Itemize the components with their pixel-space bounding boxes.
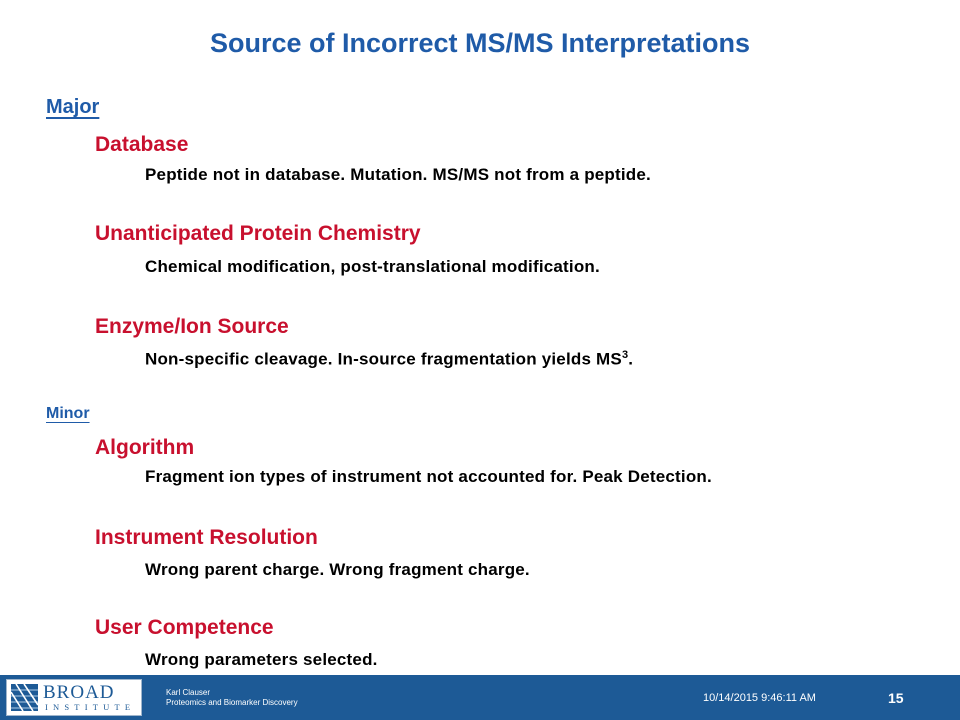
heading-protein-chemistry: Unanticipated Protein Chemistry: [95, 222, 421, 245]
detail-enzyme-text: Non-specific cleavage. In-source fragmentation yields MS: [145, 349, 622, 369]
broad-institute-logo: [6, 679, 142, 716]
heading-instrument-resolution: Instrument Resolution: [95, 526, 318, 549]
page-number: 15: [888, 690, 904, 706]
author-name: Karl Clauser: [166, 688, 211, 697]
logo-subtitle: INSTITUTE: [45, 702, 136, 712]
slide-datetime: 10/14/2015 9:46:11 AM: [703, 692, 816, 704]
slide-title: Source of Incorrect MS/MS Interpretations: [209, 28, 751, 58]
section-major-link[interactable]: Major: [46, 96, 100, 118]
detail-enzyme-ion-source: [145, 349, 633, 370]
heading-database: Database: [95, 133, 189, 156]
superscript-3: 3: [621, 349, 629, 361]
detail-protein-chemistry: Chemical modification, post-translational modification.: [145, 257, 600, 276]
detail-enzyme-period: .: [628, 349, 634, 369]
detail-user-competence: Wrong parameters selected.: [145, 650, 378, 669]
detail-algorithm: Fragment ion types of instrument not accounted for. Peak Detection.: [145, 467, 712, 486]
logo-wordmark: BROAD: [43, 682, 115, 703]
detail-database: Peptide not in database. Mutation. MS/MS not from a peptide.: [145, 165, 651, 184]
heading-enzyme-ion-source: Enzyme/Ion Source: [95, 315, 289, 338]
author-info: [166, 688, 298, 708]
broad-mark-icon: [11, 684, 38, 711]
heading-algorithm: Algorithm: [95, 436, 195, 459]
footer-bar: [0, 675, 960, 720]
section-minor-link[interactable]: Minor: [46, 405, 90, 422]
detail-instrument-resolution: Wrong parent charge. Wrong fragment charge.: [145, 560, 530, 579]
author-group: Proteomics and Biomarker Discovery: [166, 698, 298, 707]
heading-user-competence: User Competence: [95, 616, 274, 639]
